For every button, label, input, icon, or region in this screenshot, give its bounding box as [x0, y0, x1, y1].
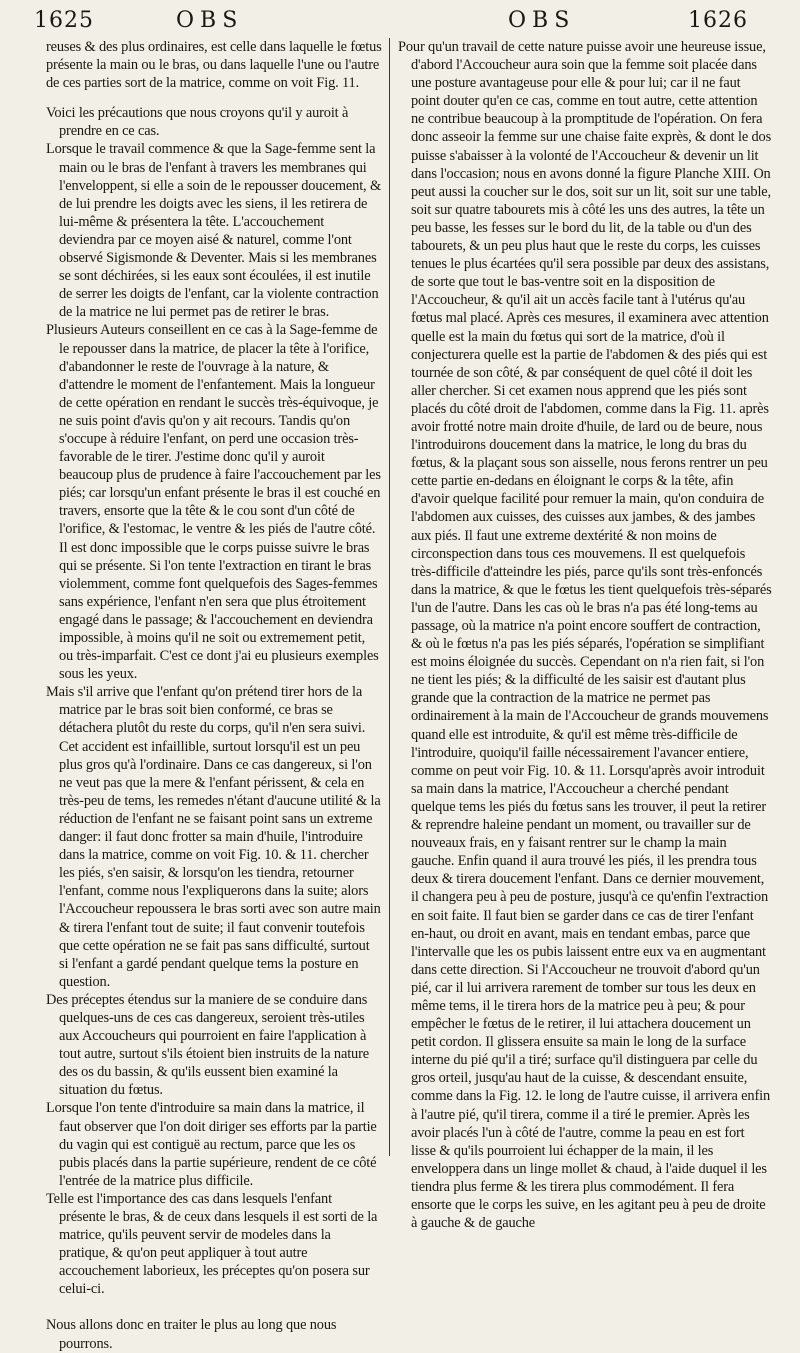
paragraph: Voici les précautions que nous croyons qu'il y auroit à prendre en ce cas. [46, 105, 349, 140]
paragraph: Des préceptes étendus sur la maniere de se conduire dans quelques-uns de ces cas dangereux, seroient très-utiles aux Accoucheurs qui pourroient en faire l'application à tout autre, surtout s'ils étoient bien instruits de la nature des os du bassin, & qu'ils eussent bien examiné la situation du fœtus. [46, 991, 369, 1099]
paragraph: reuses & des plus ordinaires, est celle dans laquelle le fœtus présente la main ou le bras, ou dans laquelle l'une ou l'autre de ces parties sort de la matrice, comme on voit Fig. 11. [46, 39, 382, 92]
paragraph: Lorsque le travail commence & que la Sage-femme sent la main ou le bras de l'enfant à travers les membranes qui l'enveloppent, si elle a soin de le repousser doucement, & de lui prendre les doigts avec les siens, il les retirera de lui-même & présentera la tête. L'accouchement deviendra par ce moyen aisé & naturel, comme l'ont observé Sigismonde & Deventer. Mais si les membranes se sont déchirées, si les eaux sont écoulées, il est inutile de serrer les doigts de l'enfant, car la violente contraction de la matrice ne lui permet pas de retirer le bras. [46, 141, 381, 321]
paragraph: Mais s'il arrive que l'enfant qu'on prétend tirer hors de la matrice par le bras soit bien conformé, ce bras se détachera plutôt du reste du corps, qu'il n'en sera suivi. Cet accident est infaillible, surtout lorsqu'il est un peu plus gros qu'à l'ordinaire. Dans ce cas dangereux, si l'on ne veut pas que la mere & l'enfant périssent, & cela en très-peu de tems, les remedes n'étant d'aucune utilité & la réduction de l'enfant ne se faisant point sans un extreme danger: il faut donc frotter sa main d'huile, l'introduire dans la matrice, comme on voit Fig. 10. & 11. chercher les piés, s'en saisir, & lorsqu'on les tiendra, retourner l'enfant, comme nous l'expliquerons dans la suite; alors l'Accoucheur repoussera le bras sorti avec son autre main & tirera l'enfant tout de suite; il faut convenir toutefois que cette opération ne se fait pas sans difficulté, surtout si l'enfant a gardé pendant quelque tems la posture en question. [46, 684, 381, 990]
column-divider-rule [389, 38, 390, 1156]
paragraph: Telle est l'importance des cas dans lesquels l'enfant présente le bras, & de ceux dans lesquels il est sorti de la matrice, qu'ils peuvent servir de modeles dans la pratique, & qu'on peut appliquer à tout autre accouchement laborieux, les préceptes qu'on posera sur celui-ci. [46, 1190, 378, 1298]
left-running-title: OBS [176, 8, 244, 33]
paragraph: Plusieurs Auteurs conseillent en ce cas à la Sage-femme de le repousser dans la matrice, de placer la tête à l'orifice, d'abandonner le reste de l'ouvrage à la nature, & d'attendre le moment de l'enfantement. Mais la longueur de cette opération en rendant le succès très-équivoque, je ne suis point d'avis qu'on y ait recours. Tandis qu'on s'occupe à réduire l'enfant, on perd une occasion très-favorable de le tirer. J'estime donc qu'il y auroit beaucoup plus de prudence à faire l'accouchement par les piés; car lorsqu'un enfant présente le bras il est couché en travers, ensorte que la tête & le cou sont d'un côté de l'orifice, & l'estomac, le ventre & les piés de l'autre côté. Il est donc impossible que le corps puisse suivre le bras qui se présente. Si l'on tente l'extraction en tirant le bras violemment, comme font quelquefois des Sages-femmes sans expérience, l'enfant n'en sera que plus étroitement engagé dans le passage; & l'accouchement en deviendra impossible, à moins qu'il ne soit ou extremement petit, ou très-imparfait. C'est ce dont j'ai eu plusieurs exemples sous les yeux. [46, 322, 381, 683]
right-page-number: 1626 [688, 8, 748, 33]
running-header [0, 2, 800, 42]
paragraph: Pour qu'un travail de cette nature puisse avoir une heureuse issue, d'abord l'Accoucheur aura soin que la femme soit placée dans une posture avantageuse pour elle & pour lui; car il ne faut point douter qu'en ce cas, comme en tout autre, cette attention ne contribue beaucoup à la promptitude de l'opération. On fera donc asseoir la femme sur une chaise faite exprès, & dont le dos puisse s'abaisser à la volonté de l'Accoucheur & devenir un lit dans l'occasion; nous en avons donné la figure Planche XIII. On peut aussi la coucher sur le dos, soit sur un lit, soit sur une table, soit sur quatre tabourets mis à côté les uns des autres, la tête un peu basse, les fesses sur le bord du lit, de la table ou d'un des tabourets, & un peu plus haut que le reste du corps, les cuisses tenues le plus écartées qu'il sera possible par deux des assistans, de sorte que tout le bas-ventre soit en la disposition de l'Accoucheur, & qu'il ait un accès facile tant à l'utérus qu'au fœtus mal placé. Après ces mesures, il examinera avec attention quelle est la main du fœtus qui sort de la matrice, d'où il conjecturera quelle est la partie de l'abdomen & des piés qui est tournée de son côté, & par conséquent de quel côté il doit les aller chercher. Si cet examen nous apprend que les piés sont placés du côté droit de l'abdomen, comme dans la Fig. 11. après avoir frotté notre main droite d'huile, de lard ou de beure, nous l'introduirons doucement dans la matrice, le long du bras du fœtus, & la plaçant sous son aisselle, nous ferons rentrer un peu cette partie en-dedans en éloignant le corps & la tête, afin d'avoir quelque facilité pour remuer la main, qu'on conduira de l'abdomen aux cuisses, des cuisses aux jambes, & des jambes aux piés. Il faut une extreme dextérité & non moins de circonspection dans tous ces mouvemens. Il est quelquefois très-difficile d'atteindre les piés, parce qu'ils sont très-enfoncés dans la matrice, & que le fœtus les tient quelquefois très-séparés l'un de l'autre. Dans les cas où le bras n'a pas été long-tems au passage, où la matrice n'a point encore souffert de contraction, & où le fœtus n'a pas les piés séparés, l'opération se simplifiant est moins éloignée du succès. Cependant on n'a rien fait, si l'on ne tient les piés; & la difficulté de les saisir est d'autant plus grande que la contraction de la matrice ne permet pas ordinairement à la main de l'Accoucheur de grands mouvemens quand elle est introduite, & qu'il est même très-difficile de l'introduire, quoiqu'il faille nécessairement l'avancer entiere, comme on peut voir Fig. 10. & 11. Lorsqu'après avoir introduit sa main dans la matrice, l'Accoucheur a cherché pendant quelque tems les piés du fœtus sans les trouver, il peut la retirer & reprendre haleine pendant un moment, ou travailler sur de nouveaux frais, en y faisant rentrer sur le champ la main gauche. Enfin quand il aura trouvé les piés, il les prendra tous deux & tirera doucement l'enfant. Dans ce dernier mouvement, il changera peu à peu de posture, jusqu'à ce qu'enfin l'extraction en soit faite. Il faut bien se garder dans ce cas de tirer l'enfant en-haut, ou droit en avant, mais en tendant embas, parce que l'intervalle que les os pubis laissent entre eux va en augmentant dans cette direction. Si l'Accoucheur ne trouvoit d'abord qu'un pié, car il lui arrivera rarement de tomber sur tous les deux en même tems, il le tirera hors de la matrice peu à peu; & pour empêcher le fœtus de le retirer, il lui attachera doucement un petit cordon. Il glissera ensuite sa main le long de la surface interne du pié qu'il a tiré; surface qu'il distinguera par celle du gros orteil, jusqu'au haut de la cuisse, & descendant ensuite, comme dans la Fig. 12. le long de l'autre cuisse, il arrivera enfin à l'autre pié, qu'il tirera, comme il a tiré le premier. Après les avoir placés l'un à côté de l'autre, comme la peau en est fort lisse & qu'ils pourroient lui échapper de la main, il les enveloppera dans un linge mollet & chaud, à l'aide duquel il les tiendra plus ferme & les tirera plus commodément. Il fera ensorte que le corps les suive, en les agitant peu à peu de droite à gauche & de gauche [398, 39, 772, 1232]
paragraph: Nous allons donc en traiter le plus au long que nous pourrons. [46, 1317, 337, 1352]
left-page-number: 1625 [34, 8, 94, 33]
left-text-column [46, 38, 382, 1352]
right-running-title: OBS [508, 8, 576, 33]
paragraph: Lorsque l'on tente d'introduire sa main dans la matrice, il faut observer que l'on doit diriger ses efforts par la partie du vagin qui est contiguë au rectum, parce que les os pubis placés dans la partie supérieure, rendent de ce côté l'entrée de la matrice plus difficile. [46, 1100, 377, 1189]
right-text-column [398, 38, 772, 1232]
